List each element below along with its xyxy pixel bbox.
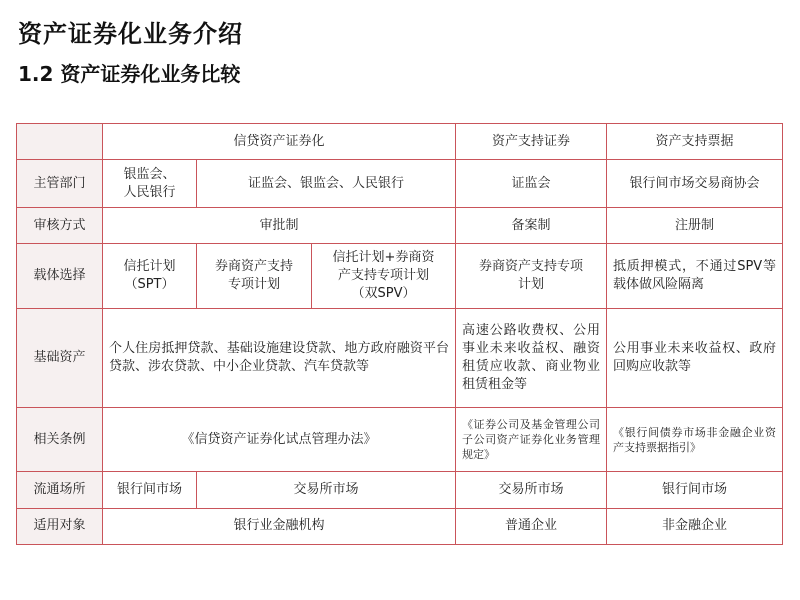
cell-market-credit-b: 交易所市场 <box>197 472 456 508</box>
cell-regulations-abn: 《银行间债券市场非金融企业资产支持票据指引》 <box>607 408 783 472</box>
cell-target-abn: 非金融企业 <box>607 508 783 544</box>
row-label-review: 审核方式 <box>17 207 103 243</box>
cell-underlying-credit: 个人住房抵押贷款、基础设施建设贷款、地方政府融资平台贷款、涉农贷款、中小企业贷款、汽车贷款等 <box>103 309 456 408</box>
table-header-row <box>17 124 783 160</box>
slide-subtitle: 1.2 资产证券化业务比较 <box>18 62 241 86</box>
header-asset-backed-securities: 资产支持证券 <box>456 124 607 160</box>
cell-regulations-credit: 《信贷资产证券化试点管理办法》 <box>103 408 456 472</box>
header-asset-backed-notes: 资产支持票据 <box>607 124 783 160</box>
cell-vehicle-abn: 抵质押模式，不通过SPV等载体做风险隔离 <box>607 244 783 309</box>
row-label-underlying: 基础资产 <box>17 309 103 408</box>
cell-regulator-abn: 银行间市场交易商协会 <box>607 160 783 208</box>
cell-regulator-credit-b: 证监会、银监会、人民银行 <box>197 160 456 208</box>
header-corner <box>17 124 103 160</box>
cell-review-abn: 注册制 <box>607 207 783 243</box>
cell-vehicle-credit-c: 信托计划+券商资 产支持专项计划 （双SPV） <box>312 244 456 309</box>
table-row-regulator <box>17 160 783 208</box>
table-row-review <box>17 207 783 243</box>
cell-vehicle-credit-a: 信托计划 （SPT） <box>103 244 197 309</box>
cell-market-abs: 交易所市场 <box>456 472 607 508</box>
cell-vehicle-credit-b: 券商资产支持 专项计划 <box>197 244 312 309</box>
cell-vehicle-abs: 券商资产支持专项 计划 <box>456 244 607 309</box>
cell-target-abs: 普通企业 <box>456 508 607 544</box>
cell-market-abn: 银行间市场 <box>607 472 783 508</box>
table-row-target <box>17 508 783 544</box>
cell-target-credit: 银行业金融机构 <box>103 508 456 544</box>
cell-market-credit-a: 银行间市场 <box>103 472 197 508</box>
row-label-regulator: 主管部门 <box>17 160 103 208</box>
table-row-underlying <box>17 309 783 408</box>
cell-regulator-abs: 证监会 <box>456 160 607 208</box>
cell-review-abs: 备案制 <box>456 207 607 243</box>
table-row-regulations <box>17 408 783 472</box>
row-label-target: 适用对象 <box>17 508 103 544</box>
cell-underlying-abn: 公用事业未来收益权、政府回购应收款等 <box>607 309 783 408</box>
cell-underlying-abs: 高速公路收费权、公用事业未来收益权、融资租赁应收款、商业物业租赁租金等 <box>456 309 607 408</box>
row-label-market: 流通场所 <box>17 472 103 508</box>
row-label-regulations: 相关条例 <box>17 408 103 472</box>
header-credit-abs: 信贷资产证券化 <box>103 124 456 160</box>
row-label-vehicle: 载体选择 <box>17 244 103 309</box>
table-row-vehicle <box>17 244 783 309</box>
cell-review-credit: 审批制 <box>103 207 456 243</box>
slide-title: 资产证券化业务介绍 <box>18 20 243 48</box>
comparison-table <box>16 123 783 545</box>
table-row-market <box>17 472 783 508</box>
cell-regulations-abs: 《证券公司及基金管理公司子公司资产证券化业务管理规定》 <box>456 408 607 472</box>
cell-regulator-credit-a: 银监会、 人民银行 <box>103 160 197 208</box>
